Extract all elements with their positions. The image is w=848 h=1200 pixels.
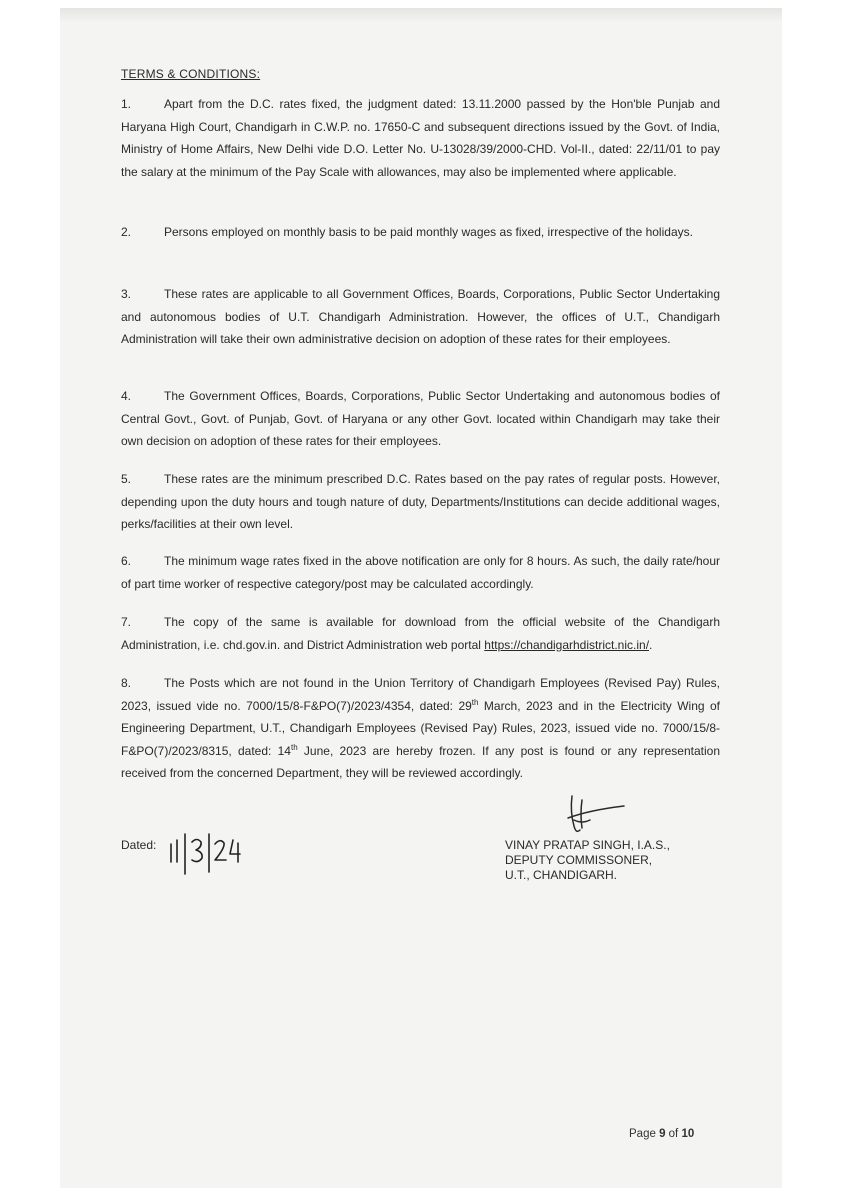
clause-number: 3. [121, 287, 132, 301]
signatory-title: DEPUTY COMMISSONER, [505, 853, 653, 867]
terms-heading: TERMS & CONDITIONS: [121, 67, 261, 81]
clause-1 [121, 93, 720, 183]
signatory-block [505, 838, 670, 883]
clause-number: 7. [121, 615, 132, 629]
clause-text: The Government Offices, Boards, Corporations, Public Sector Undertaking and autonomous bodies of Central Govt., Govt. of Punjab, Govt. of Haryana or any other Govt. located within Chandigarh may take their own decision on adoption of these rates for their employees. [121, 389, 720, 448]
clause-5 [121, 468, 720, 536]
clause-number: 1. [121, 97, 132, 111]
clause-number: 4. [121, 389, 132, 403]
clause-text: These rates are applicable to all Government Offices, Boards, Corporations, Public Sector Undertaking and autonomous bodies of U.T. Chandigarh Administration. However, the offices of U.T., Chandigarh Administration will take their own administrative decision on adoption of these rates for their employees. [121, 287, 720, 346]
scan-edge-shadow [60, 8, 782, 22]
clause-2 [121, 221, 720, 244]
clause-number: 8. [121, 676, 132, 690]
ordinal-suffix: th [471, 697, 479, 707]
clause-8: 8. The Posts which are not found in the Union Territory of Chandigarh Employees (Revised Pay) Rules, 2023, issued vide no. 7000/15/8-F&PO(7)/2023/4354, dated: 29th March, 2023 and in the Electricity Wing of Engineering Department, U.T., Chandigarh Employees (Revised Pay) Rules, 2023, issued vide no. 7000/15/8-F&PO(7)/2023/8315, dated: 14th June, 2023 are hereby frozen. If any post is found or any representation received from the concerned Department, they will be reviewed accordingly. [121, 672, 720, 785]
clause-text: Apart from the D.C. rates fixed, the judgment dated: 13.11.2000 passed by the Hon'ble Punjab and Haryana High Court, Chandigarh in C.W.P. no. 17650-C and subsequent directions issued by the Govt. of India, Ministry of Home Affairs, New Delhi vide D.O. Letter No. U-13028/39/2000-CHD. Vol-II., dated: 22/11/01 to pay the salary at the minimum of the Pay Scale with allowances, may also be implemented where applicable. [121, 97, 720, 179]
clause-number: 2. [121, 225, 132, 239]
clause-6 [121, 550, 720, 595]
clause-4 [121, 385, 720, 453]
clause-text: The minimum wage rates fixed in the above notification are only for 8 hours. As such, the daily rate/hour of part time worker of respective category/post may be calculated accordingly. [121, 554, 720, 591]
total-pages: 10 [681, 1128, 695, 1140]
ordinal-suffix: th [290, 742, 298, 752]
signatory-name: VINAY PRATAP SINGH, I.A.S., [505, 838, 670, 852]
clause-text: These rates are the minimum prescribed D.C. Rates based on the pay rates of regular posts. However, depending upon the duty hours and tough nature of duty, Departments/Institutions can decide additional wages, perks/facilities at their own level. [121, 472, 720, 531]
clause-text: Persons employed on monthly basis to be paid monthly wages as fixed, irrespective of the holidays. [164, 225, 693, 239]
clause-3 [121, 283, 720, 351]
current-page: 9 [659, 1128, 666, 1140]
clause-text: The Posts which are not found in the Union Territory of Chandigarh Employees (Revised Pay) Rules, 2023, issued vide no. 7000/15/8-F&PO(7)/2023/4354, dated: 29 [121, 676, 720, 713]
clause-text: The copy of the same is available for download from the official website of the Chandigarh Administration, i.e. chd.gov.in. and District Administration web portal [121, 615, 720, 652]
signatory-place: U.T., CHANDIGARH. [505, 868, 618, 882]
dated-label: Dated: [121, 838, 157, 852]
signature [560, 790, 650, 838]
clause-number: 5. [121, 472, 132, 486]
page-number: Page 9 of 10 [629, 1128, 695, 1140]
clause-number: 6. [121, 554, 132, 568]
clause-7: 7. The copy of the same is available for download from the official website of the Chandigarh Administration, i.e. chd.gov.in. and District Administration web portal https://chandigarhdistrict.nic.in/. [121, 611, 720, 656]
district-portal-link[interactable]: https://chandigarhdistrict.nic.in/ [484, 637, 650, 652]
handwritten-date [167, 830, 247, 878]
scanned-page [60, 8, 782, 1188]
